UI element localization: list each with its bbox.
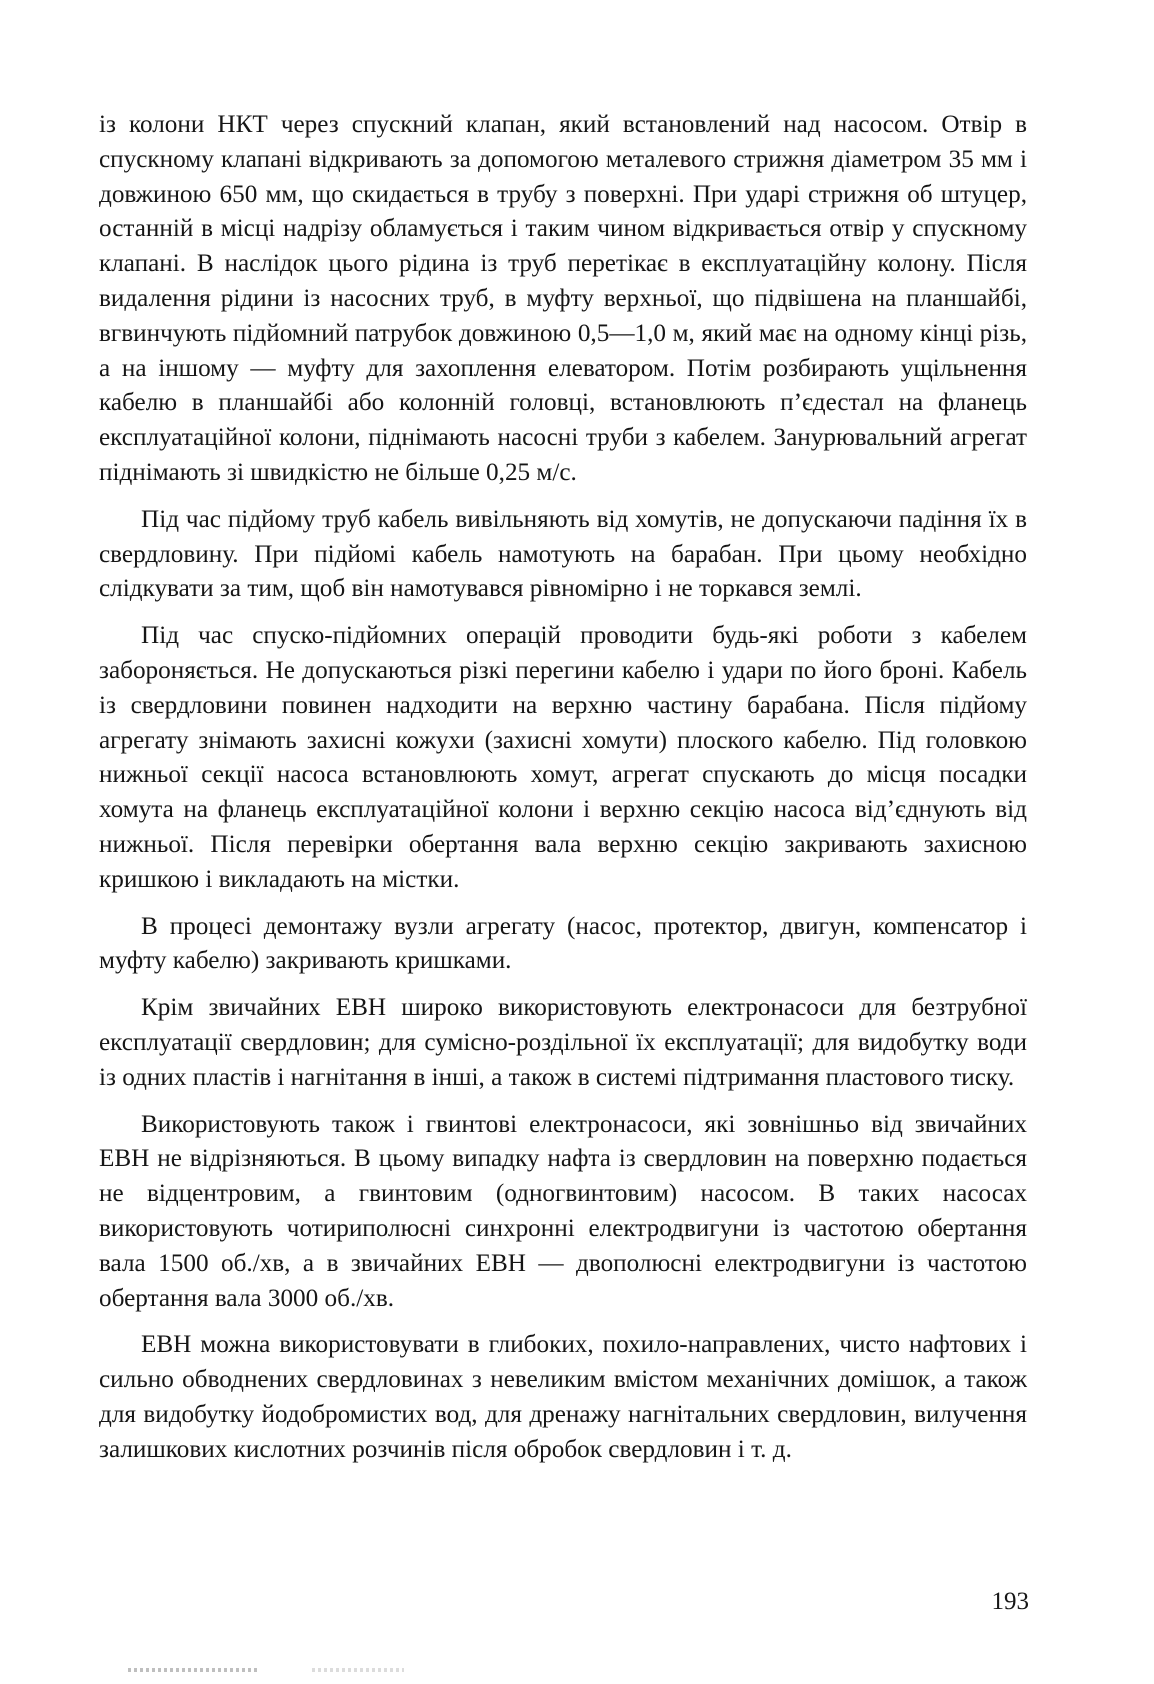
scan-artifact [312, 1668, 404, 1672]
scan-artifact [128, 1668, 258, 1672]
paragraph-tripping-operations: Під час спуско-підйомних операцій проводити будь-які роботи з кабелем забороняється. Не допускаються різкі перегини кабелю і удари по його броні. Кабель із свердловини повинен надходити на верхню частину барабана. Після підйому агрегату знімають захисні кожухи (захисні хомути) плоского кабелю. Під головкою нижньої секції насоса встановлюють хомут, агрегат спускають до місця посадки хомута на фланець експлуатаційної колони і верхню секцію насоса від’єднують від нижньої. Після перевірки обертання вала верхню секцію закривають захисною кришкою і викладають на містки. [99, 622, 1027, 893]
page-number: 193 [991, 1588, 1029, 1615]
paragraph-dismantling: В процесі демонтажу вузли агрегату (насос, протектор, двигун, компенсатор і муфту кабелю) закривають кришками. [99, 912, 1027, 975]
paragraph-continuation: із колони НКТ через спускний клапан, який встановлений над насосом. Отвір в спускному клапані відкривають за допомогою металевого стрижня діаметром 35 мм і довжиною 650 мм, що скидається в трубу з поверхні. При ударі стрижня об штуцер, останній в місці надрізу обламується і таким чином відкривається отвір у спускному клапані. В наслідок цього рідина із труб перетікає в експлуатаційну колону. Після видалення рідини із насосних труб, в муфту верхньої, що підвішена на планшайбі, вгвинчують підйомний патрубок довжиною 0,5—1,0 м, який має на одному кінці різь, а на іншому — муфту для захоплення елеватором. Потім розбирають ущільнення кабелю в планшайбі або колонній головці, встановлюють п’єдестал на фланець експлуатаційної колони, піднімають насосні труби з кабелем. Занурювальний агрегат піднімають зі швидкістю не більше 0,25 м/с. [99, 111, 1027, 486]
paragraph-evn-applications: ЕВН можна використовувати в глибоких, похило-направлених, чисто нафтових і сильно обводнених свердловинах з невеликим вмістом механічних домішок, а також для видобутку йодобромистих вод, для дренажу нагнітальних свердловин, вилучення залишкових кислотних розчинів після обробок свердловин і т. д. [99, 1331, 1027, 1463]
page-body [99, 108, 1027, 1479]
paragraph-cable-lifting: Під час підйому труб кабель вивільняють від хомутів, не допускаючи падіння їх в свердловину. При підйомі кабель намотують на барабан. При цьому необхідно слідкувати за тим, щоб він намотувався рівномірно і не торкався землі. [99, 505, 1027, 603]
paragraph-screw-pumps: Використовують також і гвинтові електронасоси, які зовнішньо від звичайних ЕВН не відрізняються. В цьому випадку нафта із свердловин на поверхню подається не відцентровим, а гвинтовим (одногвинтовим) насосом. В таких насосах використовують чотириполюсні синхронні електродвигуни із частотою обертання вала 1500 об./хв, а в звичайних ЕВН — двополюсні електродвигуни із частотою обертання вала 3000 об./хв. [99, 1110, 1027, 1312]
paragraph-electric-pump-uses: Крім звичайних ЕВН широко використовують електронасоси для безтрубної експлуатації свердловин; для сумісно-роздільної їх експлуатації; для видобутку води із одних пластів і нагнітання в інші, а також в системі підтримання пластового тиску. [99, 994, 1027, 1091]
